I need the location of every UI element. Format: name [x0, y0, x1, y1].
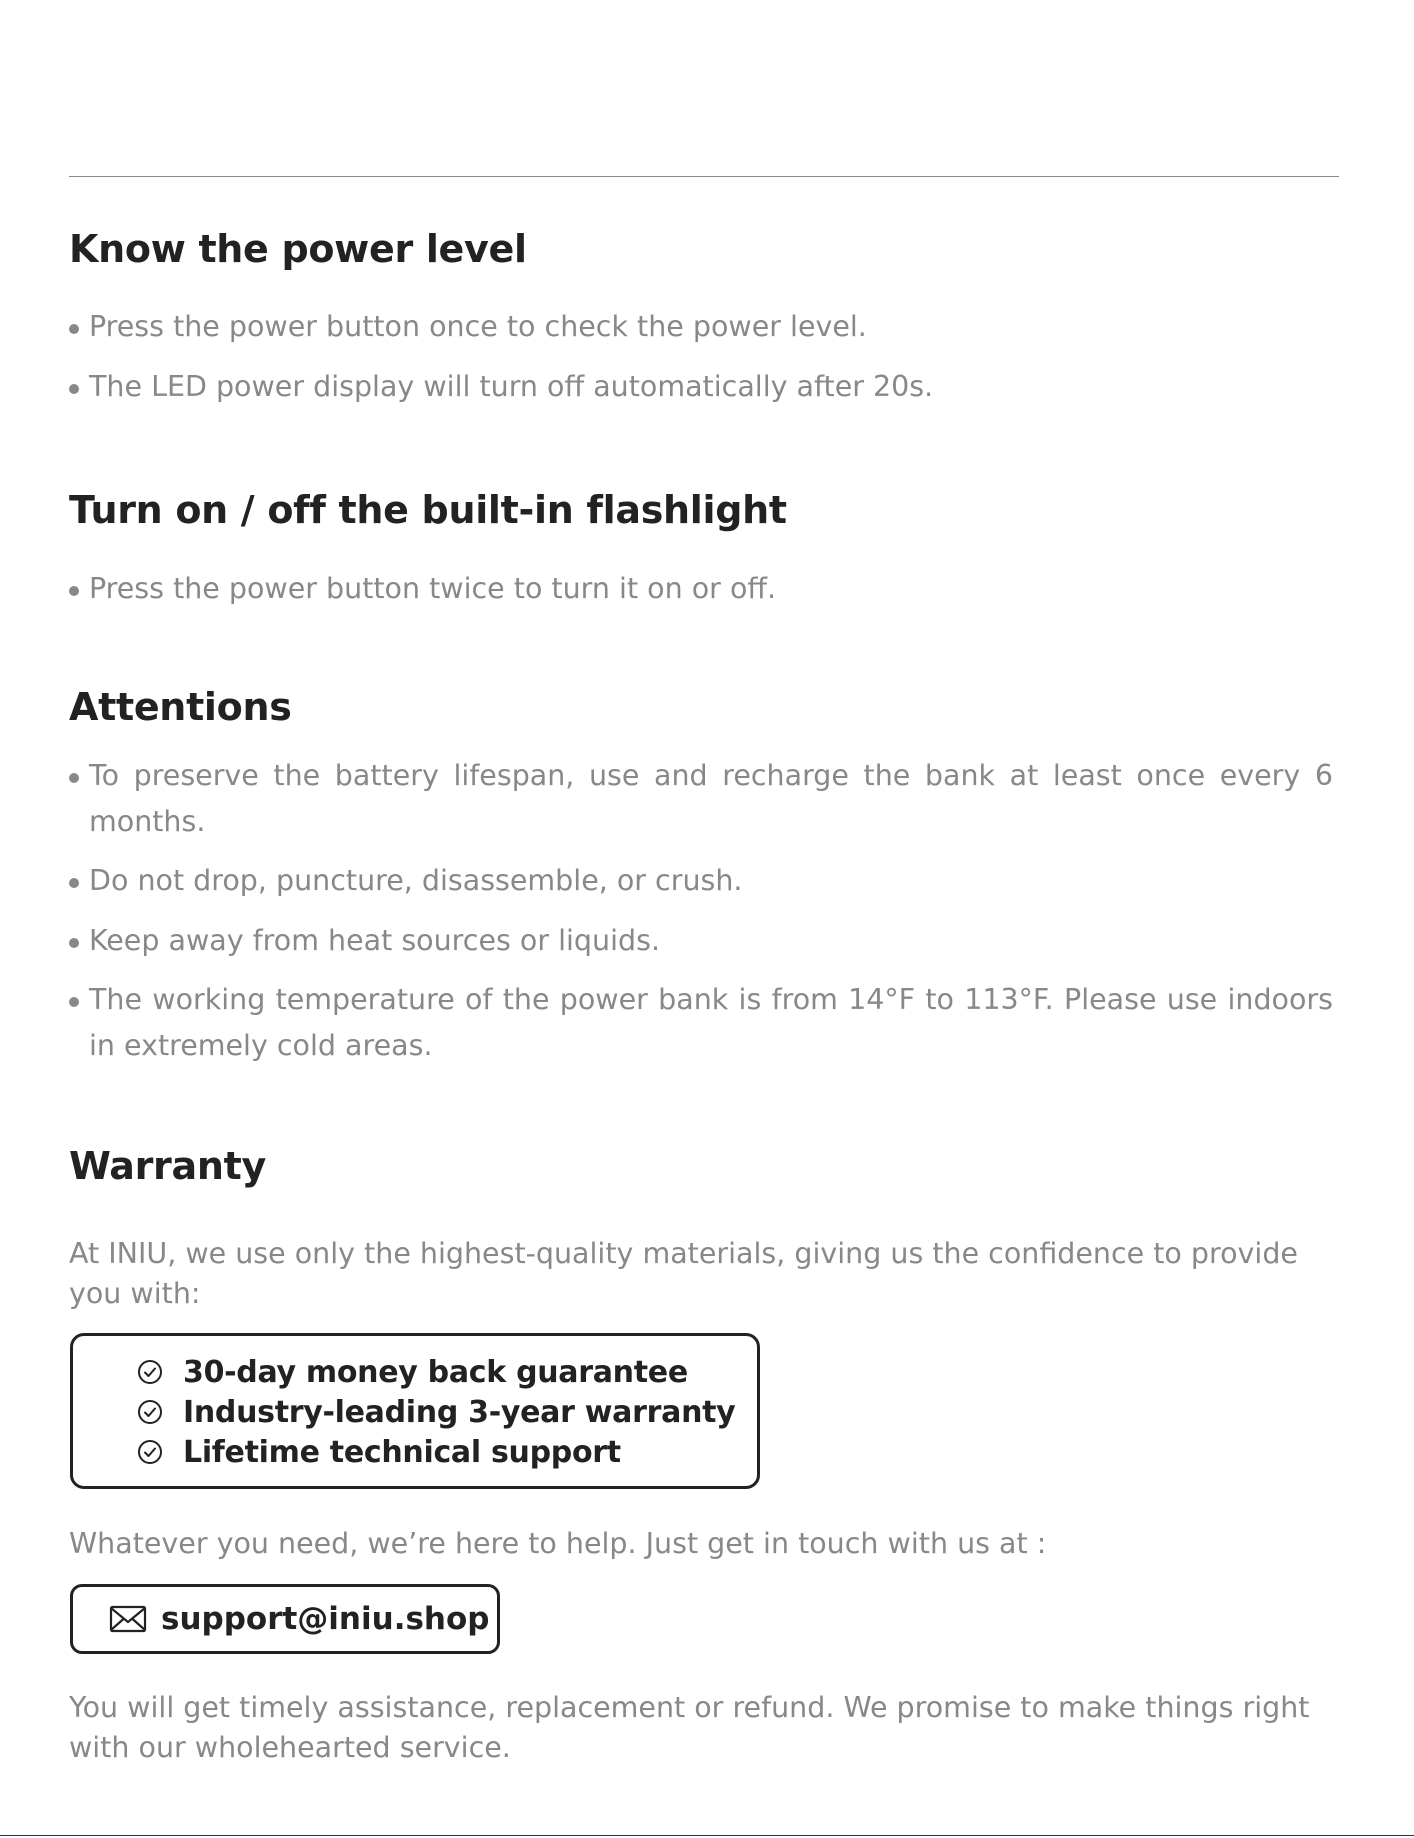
- heading-warranty: Warranty: [69, 1144, 266, 1188]
- guarantee-label: Lifetime technical support: [183, 1434, 621, 1470]
- bullet-dot: [69, 938, 79, 948]
- support-email: support@iniu.shop: [161, 1601, 490, 1637]
- bullet-dot: [69, 773, 79, 783]
- bullet-text: Press the power button once to check the power level.: [89, 310, 867, 343]
- support-email-link[interactable]: [70, 1584, 500, 1654]
- top-divider: [69, 176, 1339, 177]
- bullet-dot: [69, 586, 79, 596]
- bullet-dot: [69, 997, 79, 1007]
- bullet-power-level-1: [69, 304, 1333, 350]
- bullet-power-level-2: [69, 364, 1333, 410]
- heading-flashlight: Turn on / off the built-in flashlight: [69, 488, 787, 532]
- guarantee-item: [137, 1432, 621, 1472]
- bullet-dot: [69, 878, 79, 888]
- guarantee-label: 30-day money back guarantee: [183, 1354, 688, 1390]
- guarantee-item: [137, 1352, 688, 1392]
- guarantee-box: [70, 1333, 760, 1489]
- bullet-attentions-4: [69, 977, 1333, 1069]
- warranty-closing: You will get timely assistance, replacement or refund. We promise to make things right with our wholehearted service.: [69, 1691, 1310, 1764]
- bullet-flashlight-1: [69, 566, 1333, 612]
- bottom-divider: [0, 1835, 1414, 1836]
- bullet-text: Do not drop, puncture, disassemble, or crush.: [89, 864, 743, 897]
- bullet-attentions-2: [69, 858, 1333, 904]
- bullet-text: Press the power button twice to turn it on or off.: [89, 572, 777, 605]
- bullet-attentions-1: [69, 753, 1333, 845]
- heading-attentions: Attentions: [69, 685, 292, 729]
- bullet-dot: [69, 384, 79, 394]
- contact-prompt: Whatever you need, we’re here to help. Just get in touch with us at :: [69, 1527, 1047, 1560]
- check-circle-icon: [137, 1359, 163, 1385]
- bullet-attentions-3: [69, 918, 1333, 964]
- bullet-text: To preserve the battery lifespan, use and recharge the bank at least once every 6 months.: [89, 759, 1333, 838]
- guarantee-label: Industry-leading 3-year warranty: [183, 1394, 736, 1430]
- check-circle-icon: [137, 1439, 163, 1465]
- bullet-dot: [69, 324, 79, 334]
- bullet-text: Keep away from heat sources or liquids.: [89, 924, 661, 957]
- guarantee-item: [137, 1392, 735, 1432]
- bullet-text: The LED power display will turn off automatically after 20s.: [89, 370, 934, 403]
- mail-icon: [109, 1604, 147, 1634]
- heading-power-level: Know the power level: [69, 227, 527, 271]
- warranty-intro: At INIU, we use only the highest-quality materials, giving us the confidence to provide you with:: [69, 1237, 1298, 1310]
- check-circle-icon: [137, 1399, 163, 1425]
- bullet-text: The working temperature of the power bank is from 14°F to 113°F. Please use indoors in extremely cold areas.: [89, 983, 1333, 1062]
